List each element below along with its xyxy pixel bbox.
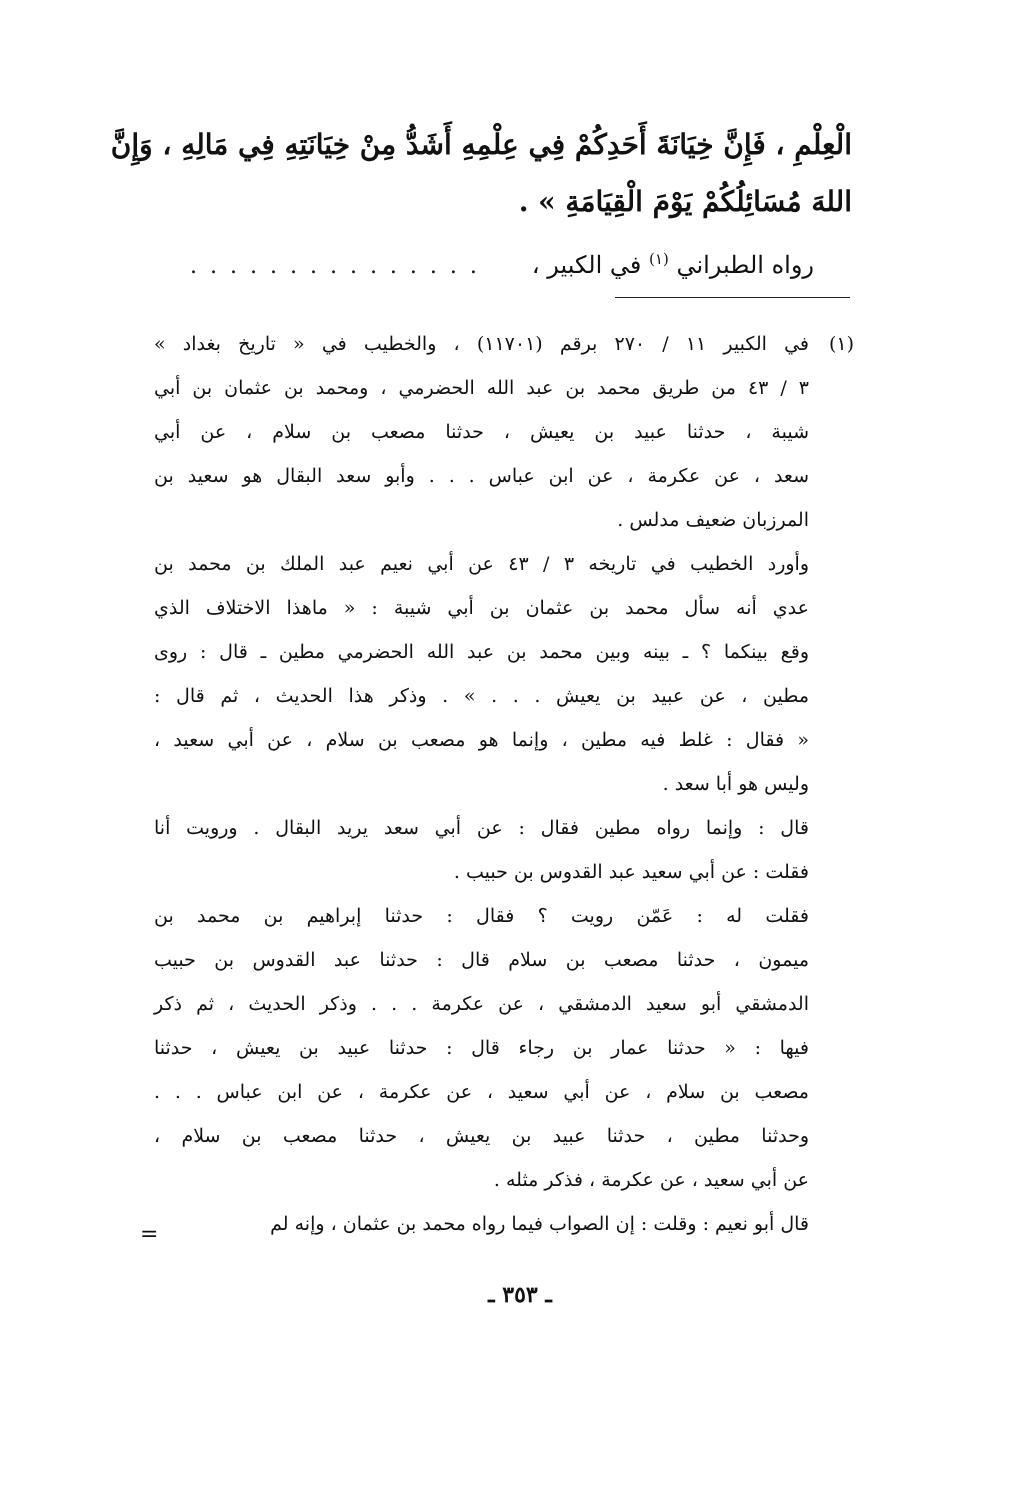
footnote-line: عن أبي سعيد ، عن عكرمة ، فذكر مثله .	[493, 1169, 809, 1191]
footnote-line: الدمشقي أبو سعيد الدمشقي ، عن عكرمة . . . وذكر الحديث ، ثم ذكر	[154, 993, 809, 1015]
footnote-line: شيبة ، حدثنا عبيد بن يعيش ، حدثنا مصعب بن سلام ، عن أبي	[154, 421, 809, 443]
footnote-line: « فقال : غلط فيه مطين ، وإنما هو مصعب بن سلام ، عن أبي سعيد ،	[154, 729, 809, 751]
source-after: في الكبير ،	[531, 251, 642, 279]
main-text-line-1: الْعِلْمِ ، فَإِنَّ خِيَانَةَ أَحَدِكُمْ فِي عِلْمِهِ أَشَدُّ مِنْ خِيَانَتِهِ فِي مَالِهِ ، وَإِنَّ	[110, 128, 852, 161]
main-text-line-2: اللهَ مُسَائِلُكُمْ يَوْمَ الْقِيَامَةِ » .	[518, 185, 852, 218]
footnote-line: عدي أنه سأل محمد بن عثمان بن أبي شيبة : « ماهذا الاختلاف الذي	[154, 597, 809, 619]
footnote-line: وحدثنا مطين ، حدثنا عبيد بن يعيش ، حدثنا مصعب بن سلام ،	[154, 1125, 809, 1147]
ellipsis-dots: ...............	[190, 254, 490, 279]
footnote-line: مصعب بن سلام ، عن أبي سعيد ، عن عكرمة ، عن ابن عباس . . .	[154, 1081, 809, 1103]
footnote-line: مطين ، عن عبيد بن يعيش . . . » . وذكر هذا الحديث ، ثم قال :	[154, 685, 809, 707]
footnote-line: وأورد الخطيب في تاريخه ٣ / ٤٣ عن أبي نعيم عبد الملك بن محمد بن	[154, 553, 809, 575]
footnote-separator	[615, 297, 850, 298]
footnote-line: قال : وإنما رواه مطين فقال : عن أبي سعد يريد البقال . ورويت أنا	[154, 817, 809, 839]
footnote-line: فقلت له : عَمّن رويت ؟ فقال : حدثنا إبراهيم بن محمد بن	[154, 905, 809, 927]
footnote-marker: (١)	[828, 333, 854, 355]
footnote-reference: (١)	[649, 250, 669, 268]
footnote-line: ميمون ، حدثنا مصعب بن سلام قال : حدثنا عبد القدوس بن حبيب	[154, 949, 809, 971]
footnote-line: المرزبان ضعيف مدلس .	[617, 509, 809, 531]
continuation-mark: =	[140, 1222, 159, 1247]
footnote-line: فقلت : عن أبي سعيد عبد القدوس بن حبيب .	[453, 861, 809, 883]
source-before: رواه الطبراني	[676, 251, 814, 279]
footnote-line: سعد ، عن عكرمة ، عن ابن عباس . . . وأبو سعد البقال هو سعيد بن	[154, 465, 809, 487]
footnote-line: ٣ / ٤٣ من طريق محمد بن عبد الله الحضرمي ، ومحمد بن عثمان بن أبي	[154, 377, 809, 399]
footnote-line: قال أبو نعيم : وقلت : إن الصواب فيما رواه محمد بن عثمان ، وإنه لم	[270, 1213, 809, 1235]
footnote-line: وقع بينكما ؟ ـ بينه وبين محمد بن عبد الله الحضرمي مطين ـ قال : روى	[154, 641, 809, 663]
footnote-line: فيها : « حدثنا عمار بن رجاء قال : حدثنا عبيد بن يعيش ، حدثنا	[154, 1037, 809, 1059]
footnote-line: في الكبير ١١ / ٢٧٠ برقم (١١٧٠١) ، والخطيب في « تاريخ بغداد »	[154, 333, 810, 355]
page-number: ـ ٣٥٣ ـ	[488, 1282, 552, 1308]
footnote-line: وليس هو أبا سعد .	[662, 773, 809, 795]
